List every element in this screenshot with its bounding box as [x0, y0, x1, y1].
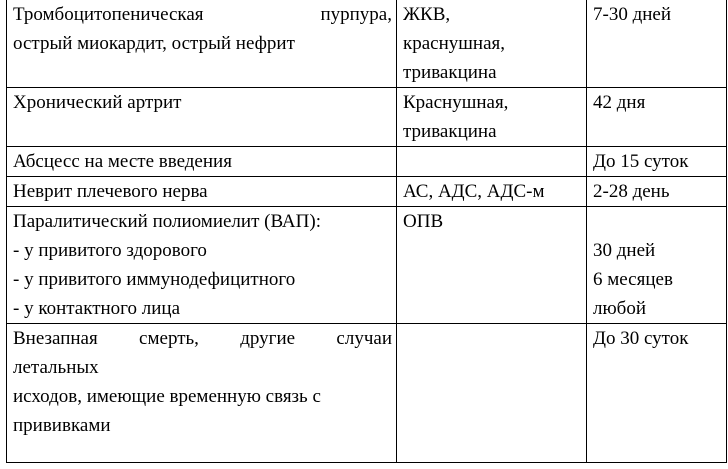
timing-spacer — [593, 207, 726, 236]
complication-text: - у привитого иммунодефицитного — [13, 269, 296, 290]
timing-text: 6 месяцев — [593, 269, 673, 290]
vaccine-text: АС, АДС, АДС-м — [403, 181, 545, 202]
complication-text: - у привитого здорового — [13, 240, 207, 261]
complication-text: Абсцесс на месте введения — [13, 151, 232, 172]
complication-cell — [7, 177, 397, 207]
complication-cell — [7, 324, 397, 463]
complication-cell — [7, 207, 397, 324]
vaccine-cell — [397, 147, 587, 177]
table-row — [7, 324, 727, 463]
timing-text: 7-30 дней — [593, 4, 672, 25]
complication-text: - у контактного лица — [13, 298, 181, 319]
timing-cell — [587, 207, 727, 324]
table-row — [7, 147, 727, 177]
timing-cell — [587, 147, 727, 177]
timing-cell — [587, 324, 727, 463]
vaccine-cell — [397, 324, 587, 463]
complication-cell — [7, 88, 397, 147]
complication-text: острый миокардит, острый нефрит — [13, 33, 295, 54]
timing-text: любой — [593, 298, 647, 319]
timing-text: 42 дня — [593, 92, 646, 113]
complication-cell — [7, 147, 397, 177]
complication-cell — [7, 0, 397, 88]
timing-cell — [587, 0, 727, 88]
complication-text: Внезапная смерть, другие случаи — [13, 328, 392, 349]
vaccine-text: Краснушная, — [403, 92, 509, 113]
complication-text: Хронический артрит — [13, 92, 182, 113]
vaccine-cell — [397, 0, 587, 88]
timing-text: 2-28 день — [593, 181, 670, 202]
table-row — [7, 88, 727, 147]
vaccine-text: тривакцина — [403, 121, 497, 142]
vaccine-cell — [397, 177, 587, 207]
table-row — [7, 207, 727, 324]
timing-text: До 15 суток — [593, 151, 689, 172]
complications-table — [6, 0, 727, 463]
vaccine-cell — [397, 207, 587, 324]
table-row — [7, 0, 727, 88]
complication-text: летальных — [13, 357, 99, 378]
complication-text: Неврит плечевого нерва — [13, 181, 208, 202]
timing-text: 30 дней — [593, 240, 656, 261]
vaccine-text: ОПВ — [403, 211, 444, 232]
complication-text: прививками — [13, 415, 111, 436]
vaccine-text: ЖКВ, — [403, 4, 451, 25]
timing-text: До 30 суток — [593, 328, 689, 349]
vaccine-text: краснушная, — [403, 33, 505, 54]
vaccine-text: тривакцина — [403, 62, 497, 83]
complication-text: исходов, имеющие временную связь с — [13, 386, 321, 407]
complication-text: Тромбоцитопеническая пурпура, — [13, 4, 392, 25]
complication-text: Паралитический полиомиелит (ВАП): — [13, 211, 321, 232]
timing-cell — [587, 177, 727, 207]
table-row — [7, 177, 727, 207]
vaccine-cell — [397, 88, 587, 147]
timing-cell — [587, 88, 727, 147]
